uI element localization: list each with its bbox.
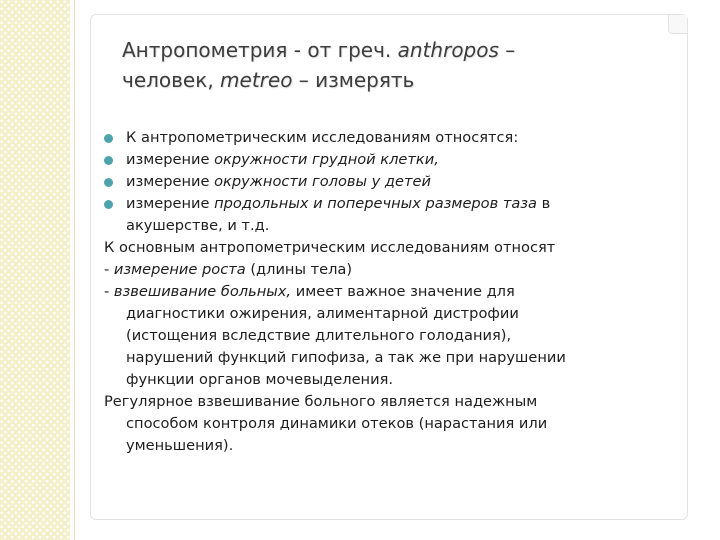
regular-weighing-continuation: способом контроля динамики отеков (нарастания или [126,415,548,432]
decorative-side-strip [0,0,70,540]
bullet-dot-icon [104,200,113,209]
height-measurement-line: - измерение роста (длины тела) [104,261,353,278]
weighing-line: - взвешивание больных, имеет важное значение для [104,283,515,300]
bullet-dot-icon [104,134,113,143]
weighing-continuation: (истощения вследствие длительного голодания), [126,327,512,344]
bullet-item: измерение окружности грудной клетки, [104,149,674,171]
weighing-continuation: диагностики ожирения, алиментарной дистрофии [126,305,519,322]
bullet-item: измерение продольных и поперечных размеров таза в акушерстве, и т.д. [104,193,674,237]
bullet-item: измерение окружности головы у детей [104,171,674,193]
bullet-list [104,127,674,237]
frame-corner-tab [668,15,687,34]
weighing-continuation: функции органов мочевыделения. [126,371,394,388]
regular-weighing-line: Регулярное взвешивание больного является надежным [104,393,538,410]
title-line-1: Антропометрия - от греч. anthropos – [122,38,516,62]
title-line-2: человек, metreo – измерять [122,68,415,92]
slide-title [122,35,662,95]
bullet-item: К антропометрическим исследованиям относятся: [104,127,674,149]
bullet-dot-icon [104,156,113,165]
strip-edge [70,0,72,540]
regular-weighing-continuation: уменьшения). [126,437,234,454]
bullet-dot-icon [104,178,113,187]
slide-content [104,127,674,457]
strip-divider-line [74,0,75,540]
main-measurements-line: К основным антропометрическим исследованиям относят [104,239,556,256]
weighing-continuation: нарушений функций гипофиза, а так же при нарушении [126,349,566,366]
